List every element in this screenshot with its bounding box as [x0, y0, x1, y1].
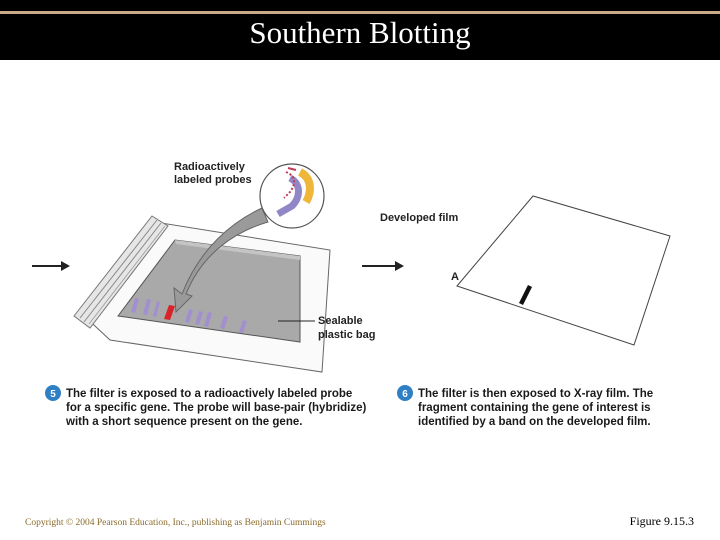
step-6-line-2: fragment containing the gene of interest is: [418, 402, 651, 414]
developed-film: [457, 196, 670, 345]
copyright-notice: Copyright © 2004 Pearson Education, Inc., publishing as Benjamin Cummings: [25, 518, 326, 528]
band-letter-label: A: [451, 271, 459, 283]
step-5-line-2: for a specific gene. The probe will base-pair (hybridize): [66, 402, 367, 414]
step-5-line-3: with a short sequence present on the gene.: [66, 416, 303, 428]
step-5-line-1: The filter is exposed to a radioactively labeled probe: [66, 388, 353, 400]
figure-number: Figure 9.15.3: [629, 514, 694, 528]
right-arrow: [362, 261, 404, 271]
step-6-number: 6: [402, 389, 408, 400]
left-arrow: [32, 261, 70, 271]
developed-film-label: Developed film: [380, 212, 459, 224]
probe-magnifier: [260, 164, 324, 228]
step-5: [45, 385, 367, 428]
bag-label-2: plastic bag: [318, 329, 376, 341]
step-6-line-3: identified by a band on the developed film.: [418, 416, 651, 428]
slide-title: Southern Blotting: [249, 15, 471, 50]
step-6-line-1: The filter is then exposed to X-ray film. The: [418, 388, 654, 400]
step-6: [397, 385, 653, 428]
probes-label-2: labeled probes: [174, 174, 252, 186]
bag-label-1: Sealable: [318, 315, 363, 327]
step-5-number: 5: [50, 389, 56, 400]
probes-label-1: Radioactively: [174, 161, 245, 173]
